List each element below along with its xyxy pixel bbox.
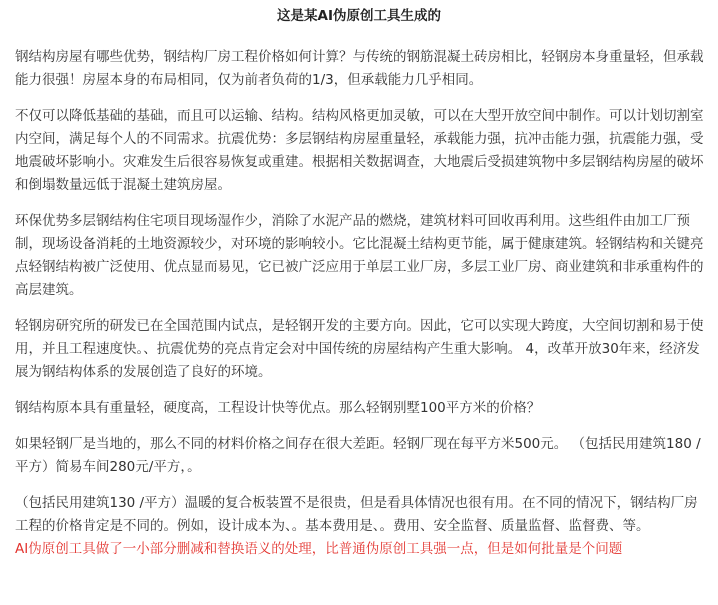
article-paragraph-3: 环保优势多层钢结构住宅项目现场湿作少，消除了水泥产品的燃烧，建筑材料可回收再利用。这些组件由加工厂预制，现场设备消耗的土地资源较少，对环境的影响较小。它比混凝土结构更节能，属于健康建筑。轻钢结构和关键亮点轻钢结构被广泛使用、优点显而易见，它已被广泛应用于单层工业厂房，多层工业厂房、商业建筑和非承重构件的高层建筑。: [15, 213, 704, 298]
article-paragraph-5: 钢结构原本具有重量轻，硬度高，工程设计快等优点。那么轻钢别墅100平方米的价格？: [15, 400, 541, 416]
article-paragraph-4: 轻钢房研究所的研发已在全国范围内试点，是轻钢开发的主要方向。因此，它可以实现大跨度，大空间切割和易于使用，并且工程速度快。、抗震优势的亮点肯定会对中国传统的房屋结构产生重大影响。 4，改革开放30年来，经济发展为钢结构体系的发展创造了良好的环境。: [15, 318, 704, 380]
article-paragraph-2: 不仅可以降低基础的基础，而且可以运输、结构。结构风格更加灵敏，可以在大型开放空间中制作。可以计划切割室内空间，满足每个人的不同需求。抗震优势：多层钢结构房屋重量轻，承载能力强，抗冲击能力强，抗震能力强，受地震破坏影响小。灾难发生后很容易恢复或重建。根据相关数据调查，大地震后受损建筑物中多层钢结构房屋的破坏和倒塌数量远低于混凝土建筑房屋。: [15, 108, 704, 193]
article-paragraph-6: 如果轻钢厂是当地的，那么不同的材料价格之间存在很大差距。轻钢厂现在每平方米500元。 （包括民用建筑180 /平方）简易车间280元/平方，。: [15, 436, 701, 475]
article-paragraph-1: 钢结构房屋有哪些优势，钢结构厂房工程价格如何计算？与传统的钢筋混凝土砖房相比，轻钢房本身重量轻，但承载能力很强！房屋本身的布局相同，仅为前者负荷的1/3，但承载能力几乎相同。: [15, 49, 704, 88]
footer-note: AI伪原创工具做了一小部分删减和替换语义的处理，比普通伪原创工具强一点，但是如何批量是个问题: [15, 541, 623, 557]
page-title: 这是某AI伪原创工具生成的: [277, 8, 441, 24]
article-paragraph-7: （包括民用建筑130 /平方）温暖的复合板装置不是很贵，但是看具体情况也很有用。在不同的情况下，钢结构厂房工程的价格肯定是不同的。例如，设计成本为、。基本费用是、。费用、安全监督、质量监督、监督费、等。: [15, 495, 698, 534]
